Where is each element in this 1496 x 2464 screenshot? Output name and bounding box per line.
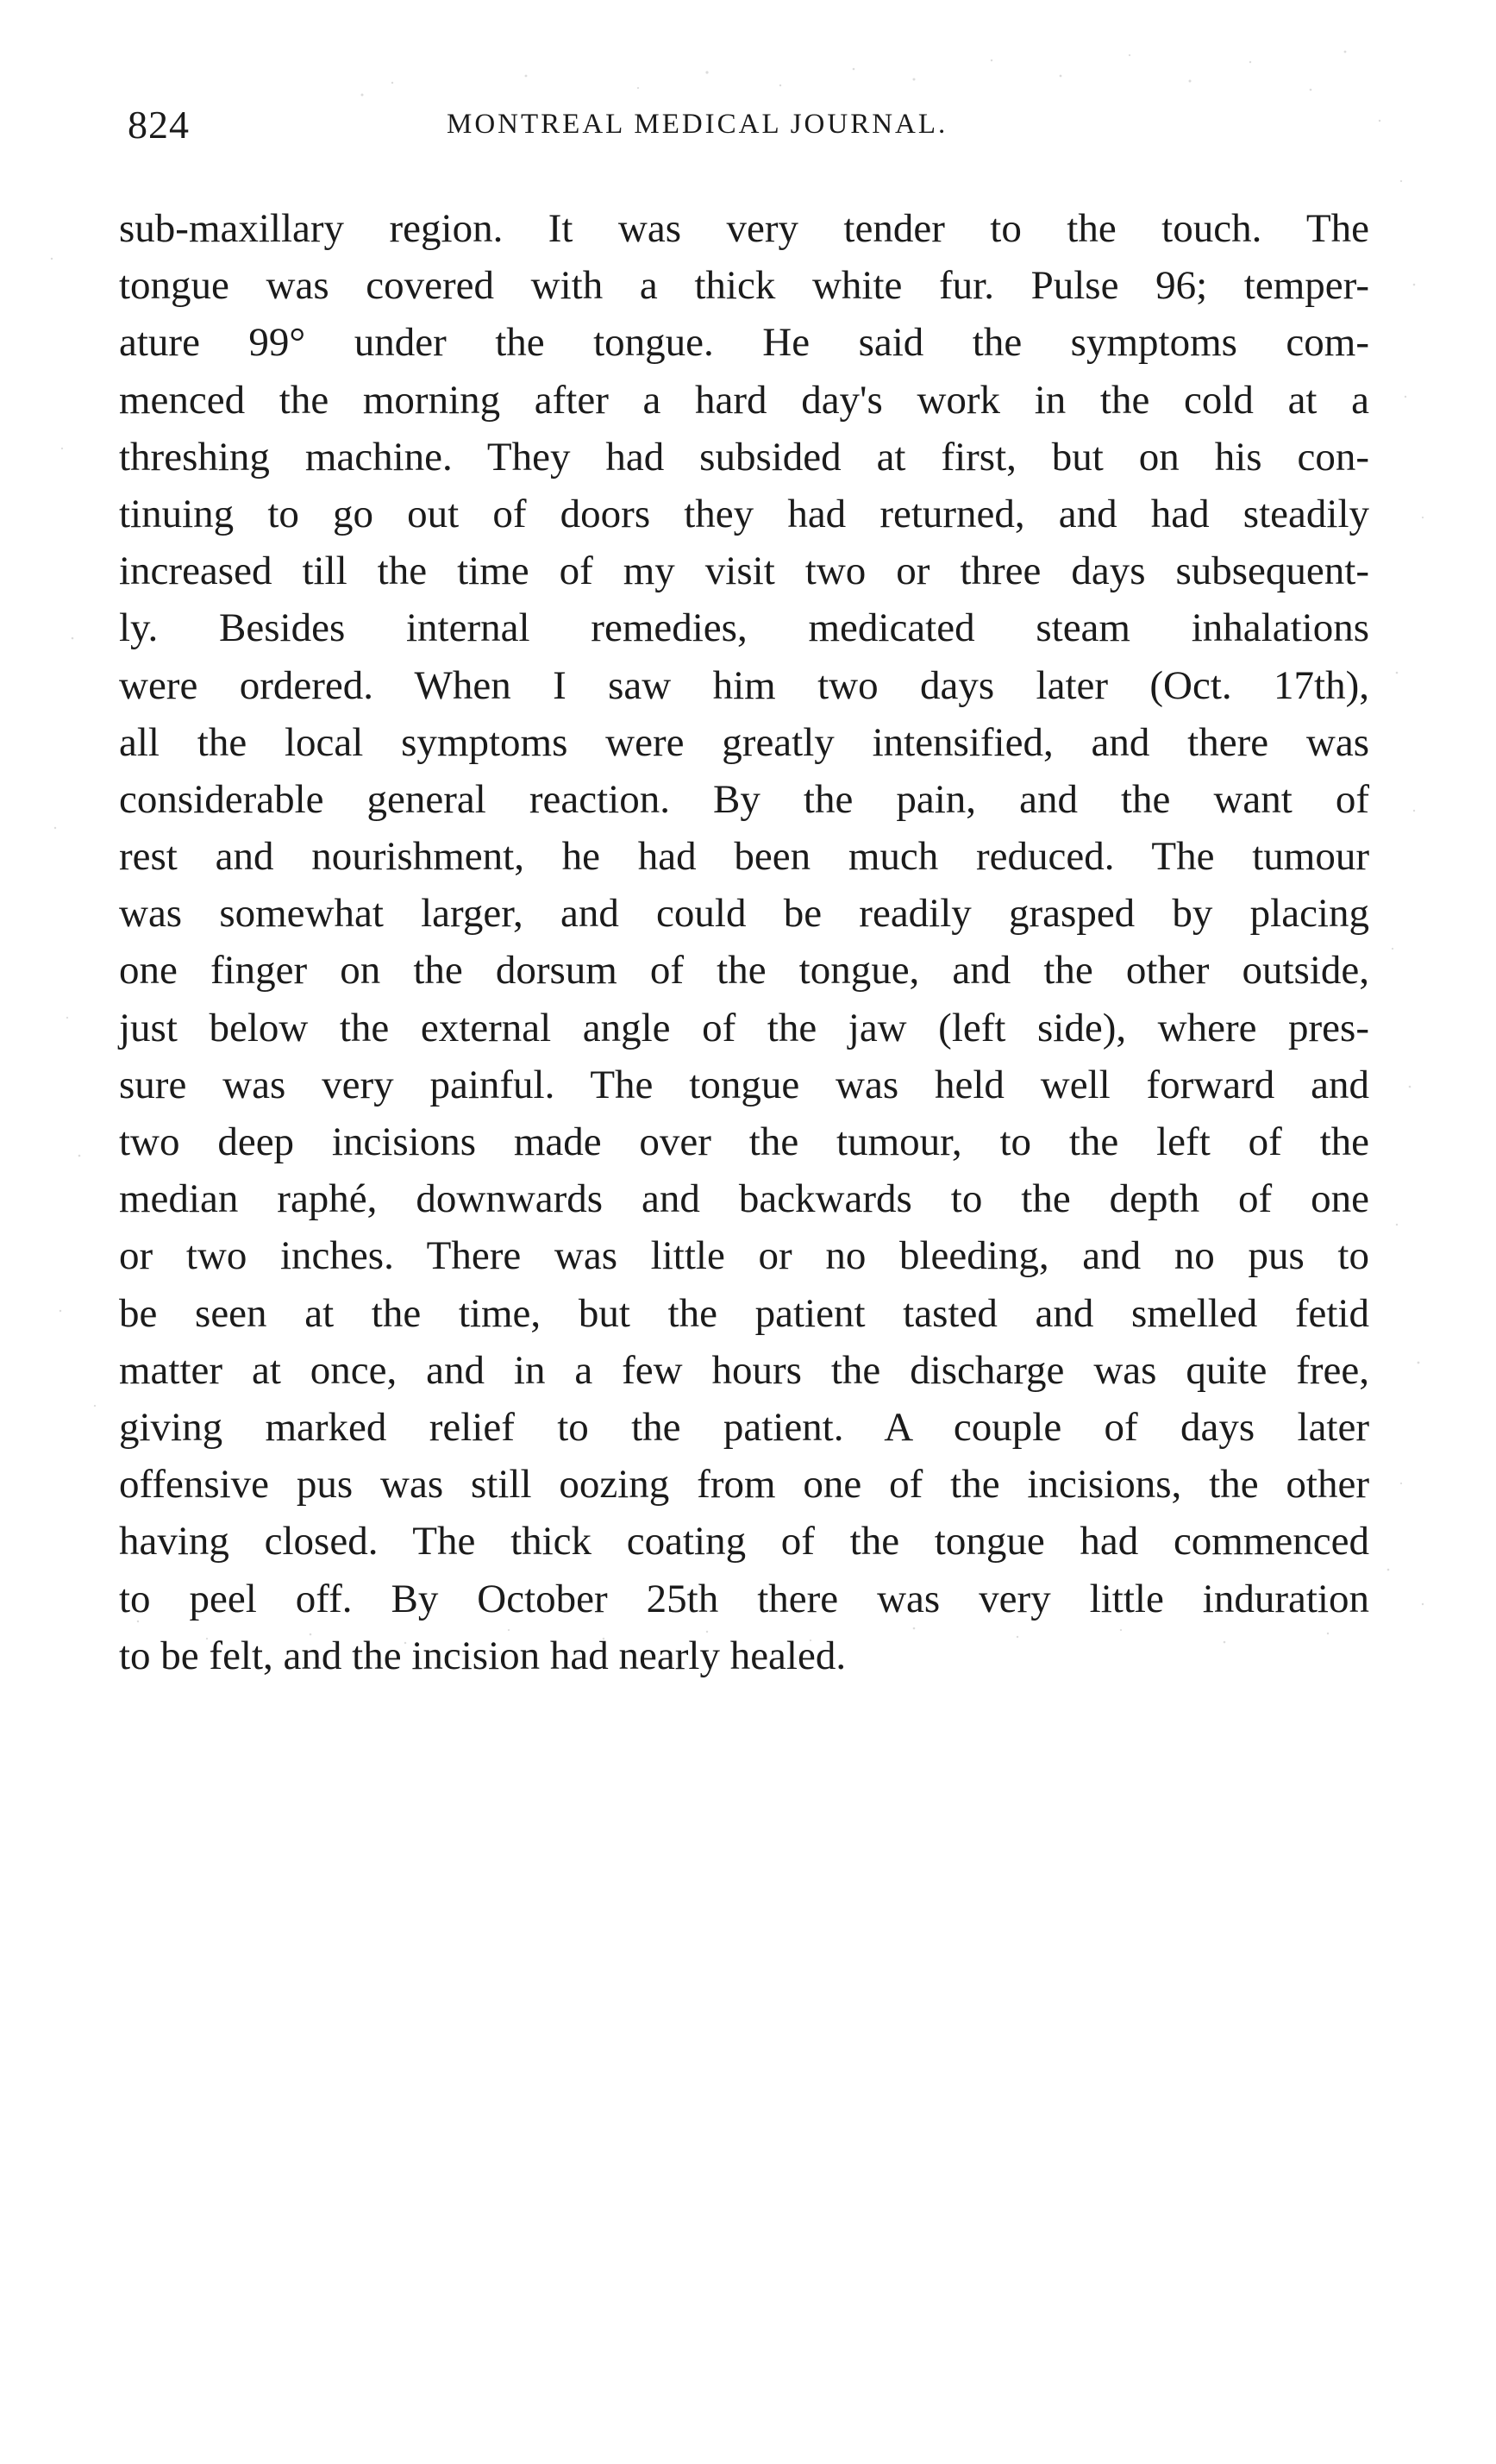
text-line: matter at once, and in a few hours the discharge was quite free, <box>119 1347 1369 1393</box>
text-line: ly. Besides internal remedies, medicated steam inhalations <box>119 605 1369 651</box>
page-number: 824 <box>128 103 190 147</box>
text-line: just below the external angle of the jaw (left side), where pres- <box>119 1005 1369 1050</box>
text-line: or two inches. There was little or no bleeding, and no pus to <box>119 1233 1369 1279</box>
running-title: MONTREAL MEDICAL JOURNAL. <box>447 109 948 140</box>
text-line: all the local symptoms were greatly intensified, and there was <box>119 719 1369 765</box>
text-line: two deep incisions made over the tumour, to the left of the <box>119 1119 1369 1164</box>
text-line: were ordered. When I saw him two days later (Oct. 17th), <box>119 662 1369 708</box>
text-line: one finger on the dorsum of the tongue, and the other outside, <box>119 948 1369 994</box>
article-body <box>119 200 1369 1684</box>
text-line: increased till the time of my visit two or three days subsequent- <box>119 549 1369 594</box>
text-line: was somewhat larger, and could be readily grasped by placing <box>119 891 1369 937</box>
text-line: rest and nourishment, he had been much reduced. The tumour <box>119 834 1369 880</box>
text-line: be seen at the time, but the patient tasted and smelled fetid <box>119 1290 1369 1336</box>
text-line: sure was very painful. The tongue was held well forward and <box>119 1062 1369 1107</box>
text-line: giving marked relief to the patient. A couple of days later <box>119 1404 1369 1450</box>
text-line: to peel off. By October 25th there was very little induration <box>119 1576 1369 1621</box>
text-line: considerable general reaction. By the pain, and the want of <box>119 776 1369 822</box>
text-line-final: to be felt, and the incision had nearly healed. <box>119 1633 847 1678</box>
text-line: threshing machine. They had subsided at first, but on his con- <box>119 434 1369 480</box>
running-header <box>128 102 1369 154</box>
text-line: sub-maxillary region. It was very tender to the touch. The <box>119 206 1369 251</box>
text-line: ature 99° under the tongue. He said the symptoms com- <box>119 320 1369 366</box>
text-line: tongue was covered with a thick white fur. Pulse 96; temper- <box>119 263 1369 309</box>
text-line: median raphé, downwards and backwards to the depth of one <box>119 1176 1369 1222</box>
text-line: having closed. The thick coating of the tongue had commenced <box>119 1519 1369 1564</box>
text-line: tinuing to go out of doors they had returned, and had steadily <box>119 491 1369 536</box>
text-line: menced the morning after a hard day's work in the cold at a <box>119 377 1369 423</box>
text-line: offensive pus was still oozing from one of the incisions, the other <box>119 1462 1369 1508</box>
